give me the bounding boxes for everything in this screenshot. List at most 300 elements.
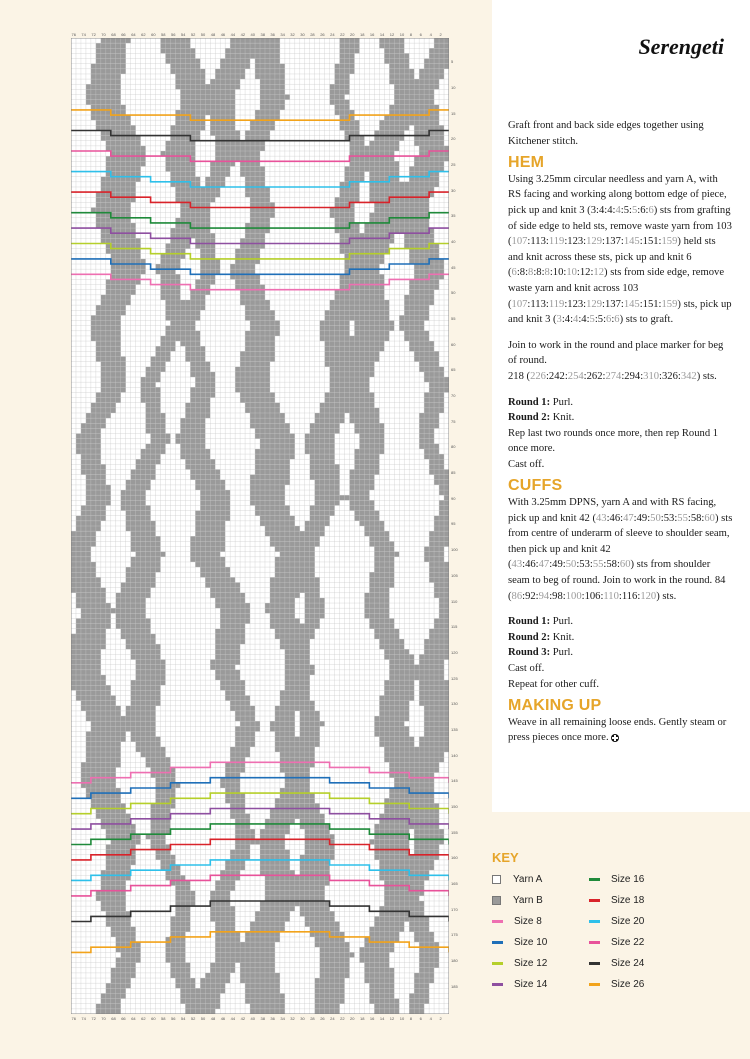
yarn-b-run [250,125,275,130]
yarn-b-run [121,583,156,588]
x-tick-label-bottom: 20 [350,1016,355,1021]
x-tick-label-bottom: 2 [439,1016,442,1021]
yarn-b-run [355,331,390,336]
text-run: : [594,314,598,326]
text-run: : [658,236,662,248]
y-tick-label: 100 [451,547,458,553]
yarn-b-run [121,490,146,495]
hem-para-2: Join to work in the round and place marker for beg of round. [508,339,724,367]
yarn-b-run [374,1004,399,1009]
yarn-b-run [240,351,275,356]
size-value-grey: 43 [595,512,607,524]
yarn-b-run [245,331,280,336]
yarn-b-run [255,469,290,474]
text-run: : [522,590,526,602]
text-run: : [535,590,539,602]
yarn-b-run [121,500,146,505]
yarn-b-run [91,721,156,726]
y-tick-label: 180 [451,958,458,964]
y-tick-label: 110 [451,598,458,604]
text-run: : [561,314,565,326]
key-item [589,953,644,974]
yarn-b-run [364,613,389,618]
yarn-b-run [325,351,380,356]
yarn-b-run [315,1004,340,1009]
yarn-b-run [215,675,240,680]
yarn-b-run [374,552,399,557]
yarn-b-run [409,290,434,295]
yarn-b-run [190,392,215,397]
yarn-b-run [310,459,335,464]
text-run: Using 3.25mm circular needless and yarn A, with RS facing and working along bottom edge of piece, pick up and knit 3 ( [508,173,727,216]
yarn-b-run [250,500,285,505]
yarn-b-run [96,346,121,351]
text-run: : [645,204,649,216]
yarn-b-run [364,608,389,613]
yarn-b-run [166,331,201,336]
yarn-b-run [225,696,250,701]
text-run: : [527,298,531,310]
yarn-b-run [101,377,126,382]
key-label: Size 16 [611,874,645,885]
size-value-grey: 159 [661,236,678,248]
x-tick-label-top: 66 [121,32,126,37]
text-run: : [633,512,637,524]
yarn-b-run [434,593,449,598]
yarn-b-run [76,434,101,439]
size-value-grey: 6 [648,204,654,216]
yarn-b-run [305,593,320,598]
text-run: 49 [552,559,563,571]
y-tick-label: 130 [451,701,458,707]
yarn-b-run [255,459,290,464]
y-tick-label: 70 [451,393,456,398]
yarn-b-run [126,480,151,485]
yarn-b-run [76,521,101,526]
yarn-b-run [96,398,121,403]
yarn-b-run [71,536,96,541]
yarn-b-run [151,767,176,772]
size-value-grey: 8 [544,267,550,279]
yarn-b-run [101,372,126,377]
yarn-b-run [225,48,280,53]
yarn-b-run [384,649,409,654]
yarn-b-run [166,59,201,64]
size-value-grey: 145 [623,298,640,310]
y-tick-label: 115 [451,624,458,630]
yarn-b-run [414,156,449,161]
yarn-b-run [245,223,270,228]
text-run: 10 [552,267,564,279]
size-value-grey: 120 [640,590,657,602]
yarn-b-run [215,670,240,675]
y-tick-label: 95 [451,521,456,527]
x-tick-label-bottom: 34 [280,1016,285,1021]
x-tick-label-top: 34 [280,32,285,37]
x-tick-label-bottom: 72 [91,1016,96,1021]
size-line-swatch [492,983,503,986]
x-tick-label-top: 76 [71,32,76,37]
yarn-b-run [106,141,141,146]
yarn-b-run [424,731,449,736]
yarn-b-run [76,526,101,531]
yarn-b-run [369,983,394,988]
yarn-b-run [384,59,409,64]
yarn-b-run [86,84,121,89]
x-tick-label-top: 46 [220,32,226,37]
text-run: 8 [536,267,542,279]
x-tick-label-top: 32 [290,32,295,37]
yarn-b-run [394,84,439,89]
key-item [589,911,644,932]
yarn-b-run [210,963,235,968]
y-tick-label: 150 [451,804,458,809]
x-tick-label-bottom: 22 [340,1016,345,1021]
y-tick-label: 165 [451,881,458,886]
yarn-b-run [419,434,434,439]
yarn-b-run [315,490,340,495]
yarn-b-run [195,516,230,521]
yarn-b-run [260,79,285,84]
yarn-b-run [200,983,225,988]
x-tick-label-top: 28 [310,32,315,37]
y-tick-label: 155 [451,829,458,835]
yarn-b-run [260,105,285,110]
yarn-b-run [101,387,126,392]
yarn-b-run [265,880,330,885]
yarn-b-run [235,367,270,372]
size-line-swatch [589,878,600,881]
yarn-b-run [156,351,171,356]
cuffs-after-1: Cast off. [508,663,545,674]
text-run: : [637,590,641,602]
text-run: ) sts to graft. [619,314,674,326]
y-tick-label: 35 [451,213,456,219]
text-run: 4 [581,314,587,326]
yarn-b-run [141,449,166,454]
text-run: : [522,559,526,571]
text-run: 326 [661,370,678,382]
yarn-b-run [255,511,290,516]
yarn-b-run [220,685,245,690]
yarn-b-run [101,901,126,906]
text-run: 5 [623,204,629,216]
yarn-b-run [86,500,111,505]
key-item [492,890,547,911]
yarn-b-run [230,809,245,814]
x-tick-label-top: 14 [379,32,385,37]
yarn-b-run [409,1004,424,1009]
pattern-panel [492,0,750,812]
y-tick-label: 10 [451,84,456,90]
yarn-b-run [76,449,101,454]
yarn-b-run [71,541,96,546]
yarn-b-run [424,639,449,644]
size-value-grey: 119 [548,298,565,310]
key-label: Size 10 [514,937,548,948]
yarn-b-run [389,665,444,670]
text-run: : [549,267,553,279]
text-run: With 3.25mm DPNS, yarn A and with RS facing, pick up and knit 42 ( [508,497,717,524]
x-tick-label-bottom: 70 [101,1016,106,1021]
x-tick-label-bottom: 44 [230,1016,236,1021]
text-run: : [687,512,691,524]
yarn-b-run [235,726,260,731]
text-run: ) sts from shoulder seam to beg of round. Join to work in the round. 84 ( [508,559,726,602]
x-tick-label-bottom: 74 [81,1016,86,1021]
yarn-b-run [146,408,161,413]
text-run: 4 [564,314,571,326]
yarn-b-run [111,927,136,932]
yarn-b-run [379,639,404,644]
key-item [492,974,547,995]
yarn-swatch [492,875,501,884]
text-run: 98 [552,590,563,602]
y-tick-label: 175 [451,932,458,938]
yarn-b-run [86,89,121,94]
text-run: : [570,314,574,326]
y-tick-label: 65 [451,367,456,373]
size-value-grey: 226 [530,370,546,382]
yarn-b-run [161,254,186,259]
yarn-b-run [245,130,270,135]
yarn-b-run [305,922,340,927]
yarn-b-run [71,562,96,567]
text-run: 8 [519,267,526,279]
yarn-b-run [379,644,404,649]
yarn-b-run [81,701,116,706]
yarn-b-run [404,336,429,341]
yarn-b-run [185,1004,220,1009]
text-run: : [620,204,624,216]
y-tick-label: 85 [451,470,456,476]
x-tick-label-top: 24 [330,32,335,37]
text-run: 294 [624,370,641,382]
yarn-b-run [270,726,295,731]
text-run: : [602,298,605,310]
yarn-b-run [340,279,385,284]
yarn-b-run [350,500,375,505]
hem-heading: HEM [508,154,545,172]
text-run: : [545,236,549,248]
text-run: : [541,267,545,279]
yarn-b-run [270,814,325,819]
yarn-b-run [101,824,136,829]
yarn-b-run [260,516,295,521]
yarn-b-run [255,505,290,510]
yarn-b-run [220,680,245,685]
yarn-b-run [374,629,399,634]
yarn-b-run [369,583,394,588]
yarn-b-run [369,572,394,577]
yarn-b-run [359,521,384,526]
x-tick-label-top: 62 [141,32,146,37]
yarn-b-run [260,439,295,444]
y-tick-label: 75 [451,418,456,424]
text-run: 218 ( [508,370,531,382]
size-value-grey: 4 [615,204,621,216]
yarn-b-run [245,192,270,197]
yarn-b-run [220,624,245,629]
page-title: Serengeti [638,34,724,59]
yarn-b-run [335,79,350,84]
yarn-b-run [116,624,151,629]
yarn-b-run [210,916,235,921]
yarn-b-run [175,911,190,916]
yarn-b-run [86,413,111,418]
size-value-grey: 5 [631,204,638,216]
yarn-b-run [126,516,151,521]
yarn-b-run [86,742,121,747]
yarn-b-run [419,660,444,665]
size-line-swatch [589,962,600,965]
yarn-b-run [245,403,280,408]
yarn-b-run [414,844,439,849]
yarn-b-run [369,187,434,192]
text-run: ) sts from centre of underarm of sleeve to shoulder seam, then pick up and knit 42 ( [508,512,733,571]
yarn-b-run [175,84,240,89]
yarn-b-run [369,988,394,993]
size-value-grey: 110 [603,590,619,602]
y-tick-label: 20 [451,136,456,142]
yarn-b-run [81,783,116,788]
key-title: KEY [492,850,519,865]
text-run: ) held sts and knit across these sts, pick up and knit 6 ( [508,236,716,279]
yarn-b-run [335,223,360,228]
yarn-b-run [190,295,205,300]
key-item [492,869,547,890]
yarn-b-run [260,84,285,89]
yarn-b-run [106,166,141,171]
yarn-b-run [245,408,280,413]
text-run: : [637,204,641,216]
text-run: : [564,370,568,382]
text-run: : [583,298,587,310]
x-tick-label-bottom: 30 [300,1016,305,1021]
yarn-b-run [131,680,166,685]
x-tick-label-bottom: 76 [71,1016,76,1021]
yarn-b-run [424,644,449,649]
x-tick-label-top: 52 [190,32,196,37]
yarn-b-run [235,372,270,377]
text-run: : [620,512,624,524]
text-run: : [533,267,537,279]
yarn-b-run [350,156,395,161]
text-run: 6 [640,204,646,216]
yarn-b-run [374,726,409,731]
yarn-b-run [180,105,235,110]
text-run: : [549,559,553,571]
yarn-b-run [170,125,205,130]
yarn-b-run [374,634,399,639]
yarn-b-run [369,624,394,629]
yarn-b-run [71,680,106,685]
x-tick-label-bottom: 40 [250,1016,255,1021]
yarn-b-run [180,418,205,423]
yarn-b-run [86,711,121,716]
yarn-b-run [71,644,106,649]
yarn-b-run [151,839,166,844]
yarn-b-run [81,505,106,510]
x-tick-label-top: 48 [210,32,216,37]
yarn-b-run [131,731,156,736]
key-item [492,932,547,953]
key-label: Yarn B [513,895,543,906]
yarn-b-run [215,654,240,659]
text-run: 151 [642,298,659,310]
yarn-b-run [355,459,380,464]
yarn-b-run [424,716,449,721]
text-run: 46 [609,512,621,524]
x-tick-label-bottom: 42 [240,1016,246,1021]
x-tick-label-top: 58 [161,32,166,37]
yarn-b-run [419,428,434,433]
yarn-b-run [424,449,439,454]
y-tick-label: 185 [451,983,458,989]
yarn-b-run [310,454,335,459]
yarn-b-run [225,53,280,58]
text-run: : [602,370,606,382]
yarn-b-run [215,644,240,649]
yarn-b-run [260,100,285,105]
yarn-b-run [245,937,280,942]
size-line-swatch [589,899,600,902]
key-label: Size 12 [514,958,548,969]
x-tick-label-bottom: 54 [180,1016,186,1021]
yarn-b-run [131,475,156,480]
yarn-b-run [379,43,404,48]
text-run: 242 [548,370,565,382]
pattern-body [508,118,733,746]
yarn-b-run [81,608,146,613]
yarn-b-run [215,603,250,608]
size-value-grey: 100 [565,590,582,602]
yarn-b-run [180,89,235,94]
x-tick-label-bottom: 36 [270,1016,275,1021]
yarn-b-run [255,911,290,916]
text-run: ) sts, pick up and knit 3 ( [508,298,732,326]
yarn-b-run [141,382,156,387]
text-run: : [616,559,620,571]
yarn-b-run [424,59,449,64]
yarn-b-run [146,372,161,377]
yarn-b-run [305,521,330,526]
yarn-b-run [389,670,444,675]
yarn-b-run [170,69,205,74]
yarn-b-run [175,192,220,197]
key-label: Size 14 [514,979,548,990]
text-run: : [595,204,599,216]
yarn-b-run [434,526,449,531]
yarn-b-run [146,403,161,408]
yarn-b-run [414,356,439,361]
end-mark-icon [611,734,619,742]
yarn-b-run [101,367,126,372]
yarn-b-run [86,495,111,500]
yarn-b-run [235,279,260,284]
y-tick-label: 160 [451,855,458,861]
yarn-b-run [330,367,375,372]
size-value-grey: 50 [565,559,577,571]
x-tick-label-top: 38 [260,32,265,37]
text-run: ) sts. [696,370,717,382]
text-run: 53 [579,559,590,571]
yarn-b-run [175,886,190,891]
yarn-b-run [76,618,111,623]
hem-para-1 [508,172,733,328]
yarn-b-run [116,618,151,623]
yarn-b-run [240,356,275,361]
